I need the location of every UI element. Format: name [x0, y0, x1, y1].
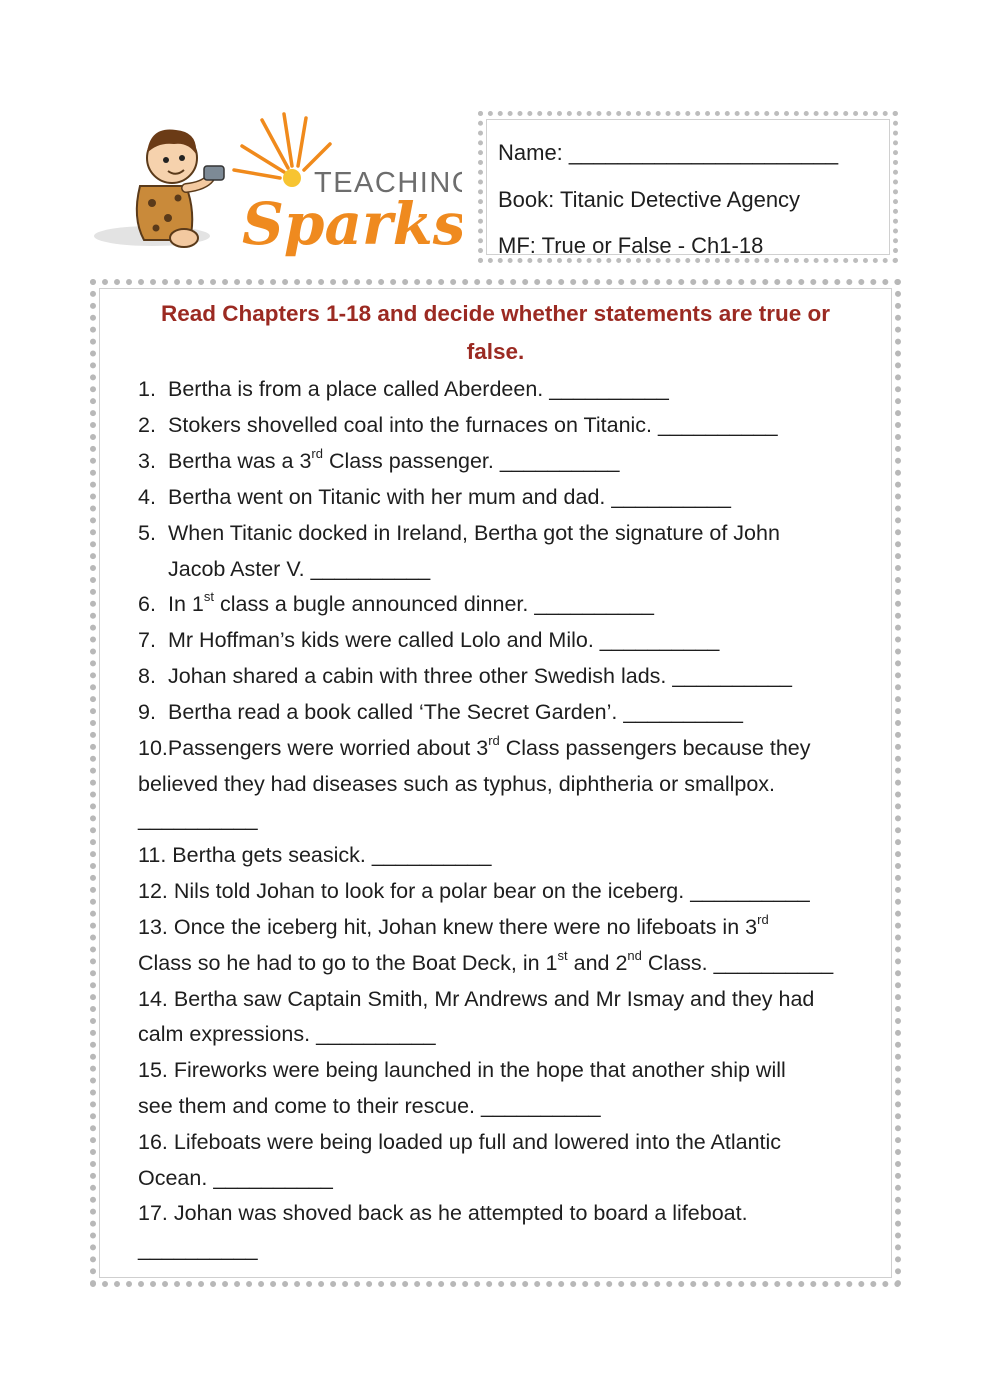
instructions-heading: Read Chapters 1-18 and decide whether statements are true or false. [161, 301, 830, 364]
question-4: 4. Bertha went on Titanic with her mum and dad. __________ [138, 485, 731, 509]
question-15-cont: see them and come to their rescue. __________ [138, 1094, 601, 1118]
book-title: Book: Titanic Detective Agency [498, 186, 801, 212]
question-5: 5. When Titanic docked in Ireland, Bertha got the signature of John [138, 521, 780, 545]
worksheet-box [90, 279, 901, 1287]
question-7: 7. Mr Hoffman’s kids were called Lolo and Milo. __________ [138, 628, 720, 652]
question-14-cont: calm expressions. __________ [138, 1022, 436, 1046]
caveman-mascot-icon [92, 108, 462, 258]
teaching-sparks-logo [92, 108, 462, 258]
question-10-blank: __________ [138, 807, 258, 831]
question-2: 2. Stokers shovelled coal into the furnaces on Titanic. __________ [138, 413, 778, 437]
question-17: 17. Johan was shoved back as he attempted to board a lifeboat. [138, 1201, 748, 1225]
question-1: 1. Bertha is from a place called Aberdeen. __________ [138, 377, 669, 401]
question-12: 12. Nils told Johan to look for a polar bear on the iceberg. __________ [138, 879, 810, 903]
logo-sparks-text: Sparks [242, 190, 462, 258]
question-13-cont: Class so he had to go to the Boat Deck, in 1st and 2nd Class. __________ [138, 947, 834, 975]
student-info-box [478, 111, 898, 263]
question-5-cont: Jacob Aster V. __________ [168, 557, 431, 581]
question-15: 15. Fireworks were being launched in the hope that another ship will [138, 1058, 786, 1082]
question-10-cont: believed they had diseases such as typhus, diphtheria or smallpox. [138, 772, 776, 796]
question-13: 13. Once the iceberg hit, Johan knew there were no lifeboats in 3rd [138, 911, 769, 939]
question-9: 9. Bertha read a book called ‘The Secret Garden’. __________ [138, 700, 743, 724]
question-17-blank: __________ [138, 1237, 258, 1261]
name-field[interactable]: Name: ______________________ [498, 140, 839, 165]
question-10: 10.Passengers were worried about 3rd Class passengers because they [138, 732, 811, 760]
question-14: 14. Bertha saw Captain Smith, Mr Andrews and Mr Ismay and they had [138, 987, 815, 1011]
question-6: 6. In 1st class a bugle announced dinner. __________ [138, 588, 654, 616]
question-16-cont: Ocean. __________ [138, 1166, 333, 1190]
question-8: 8. Johan shared a cabin with three other Swedish lads. __________ [138, 664, 792, 688]
question-11: 11. Bertha gets seasick. __________ [138, 843, 492, 867]
logo-teaching-text: TEACHING [314, 167, 462, 199]
mf-title: MF: True or False - Ch1-18 [498, 233, 764, 258]
question-16: 16. Lifeboats were being loaded up full and lowered into the Atlantic [138, 1130, 782, 1154]
question-3: 3. Bertha was a 3rd Class passenger. __________ [138, 445, 620, 473]
